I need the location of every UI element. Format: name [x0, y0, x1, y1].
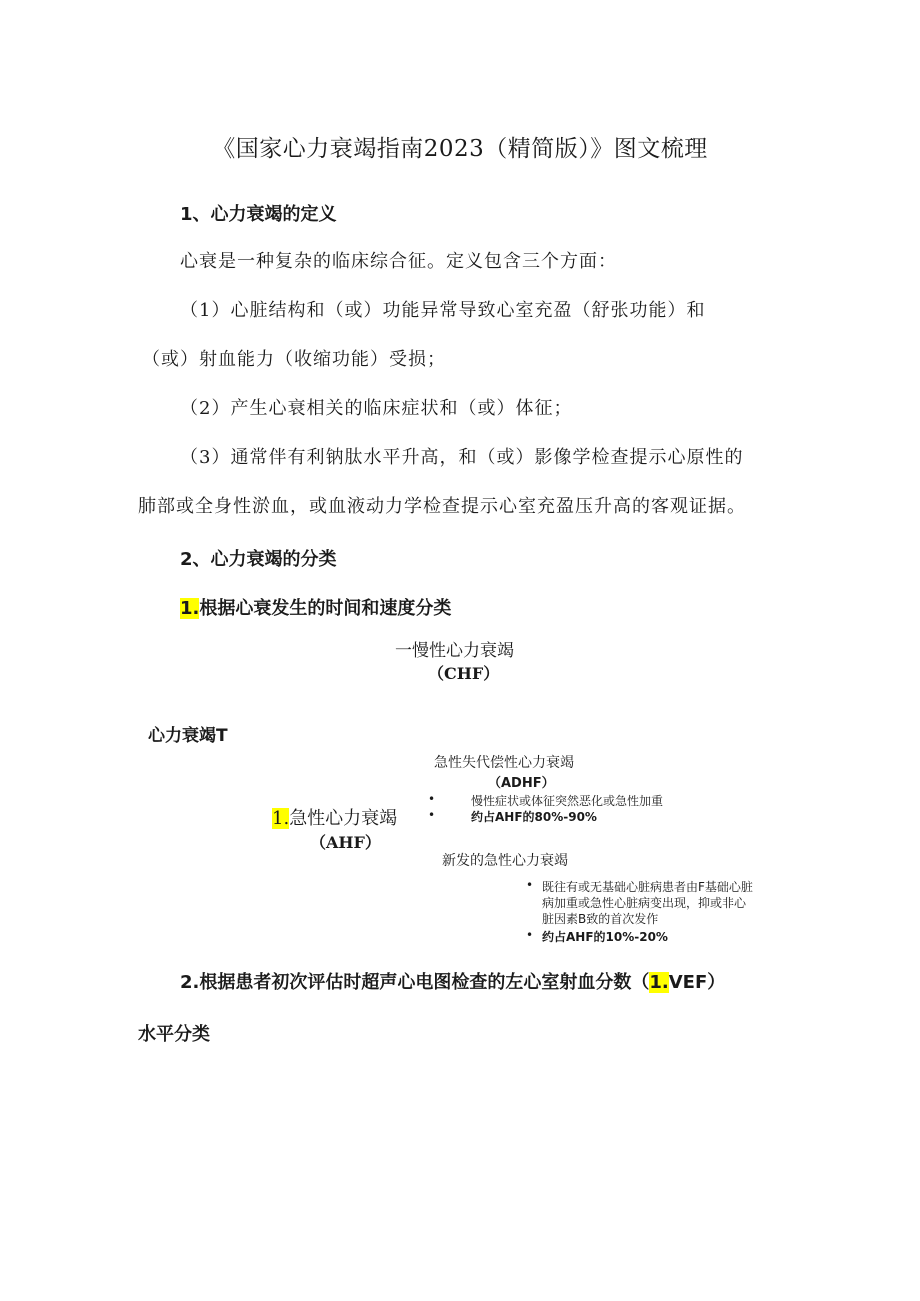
adhf-label: 急性失代偿性心力衰竭 — [434, 755, 574, 771]
acute-hf-text: 急性心力衰竭 — [289, 808, 398, 829]
chronic-hf-label: 一慢性心力衰竭 — [395, 641, 514, 661]
new-ahf-point-1-line2: 病加重或急性心脏病变出现，抑或非心 — [542, 896, 747, 910]
subsection2-highlight: 1. — [649, 972, 669, 993]
new-ahf-label: 新发的急性心力衰竭 — [442, 853, 568, 869]
section1-intro: 心衰是一种复杂的临床综合征。定义包含三个方面： — [180, 251, 617, 272]
document-title: 《国家心力衰竭指南2023（精简版）》图文梳理 — [212, 136, 708, 162]
subsection2-suffix: VEF） — [668, 972, 726, 993]
adhf-bullet-1: • — [428, 792, 436, 806]
subsection2-heading — [180, 968, 725, 994]
subsection1-heading — [180, 594, 451, 620]
diagram-root: 心力衰竭T — [148, 726, 228, 746]
chronic-hf-abbr: （CHF） — [428, 664, 500, 683]
subsection2-line2: 水平分类 — [138, 1024, 210, 1045]
item1-line2: （或）射血能力（收缩功能）受损； — [142, 349, 446, 370]
section2-heading: 2、心力衰竭的分类 — [180, 549, 337, 570]
acute-hf-abbr: （AHF） — [310, 833, 381, 852]
item2: （2）产生心衰相关的临床症状和（或）体征； — [180, 398, 573, 419]
item3-line1: （3）通常伴有利钠肽水平升高，和（或）影像学检查提示心原性的 — [180, 447, 744, 468]
adhf-bullet-2: • — [428, 808, 436, 822]
adhf-point-2: 约占AHF的80%-90% — [471, 810, 597, 824]
acute-hf-label — [272, 804, 397, 830]
subsection2-prefix: 2.根据患者初次评估时超声心电图检查的左心室射血分数（ — [180, 972, 650, 993]
new-ahf-bullet-2: • — [526, 928, 534, 942]
item1-line1: （1）心脏结构和（或）功能异常导致心室充盈（舒张功能）和 — [180, 300, 706, 321]
subsection1-number: 1. — [180, 598, 200, 619]
adhf-point-1: 慢性症状或体征突然恶化或急性加重 — [471, 794, 664, 808]
item3-line2: 肺部或全身性淤血，或血液动力学检查提示心室充盈压升高的客观证据。 — [138, 496, 746, 517]
new-ahf-point-1-line3: 脏因素B致的首次发作 — [542, 912, 659, 926]
adhf-abbr: （ADHF） — [488, 776, 555, 791]
section1-heading: 1、心力衰竭的定义 — [180, 204, 337, 225]
new-ahf-point-1-line1: 既往有或无基础心脏病患者由F基础心脏 — [542, 880, 753, 894]
new-ahf-point-2: 约占AHF的10%-20% — [542, 930, 668, 944]
subsection1-text: 根据心衰发生的时间和速度分类 — [199, 598, 452, 619]
new-ahf-bullet-1: • — [526, 878, 534, 892]
acute-hf-number: 1. — [272, 808, 290, 829]
